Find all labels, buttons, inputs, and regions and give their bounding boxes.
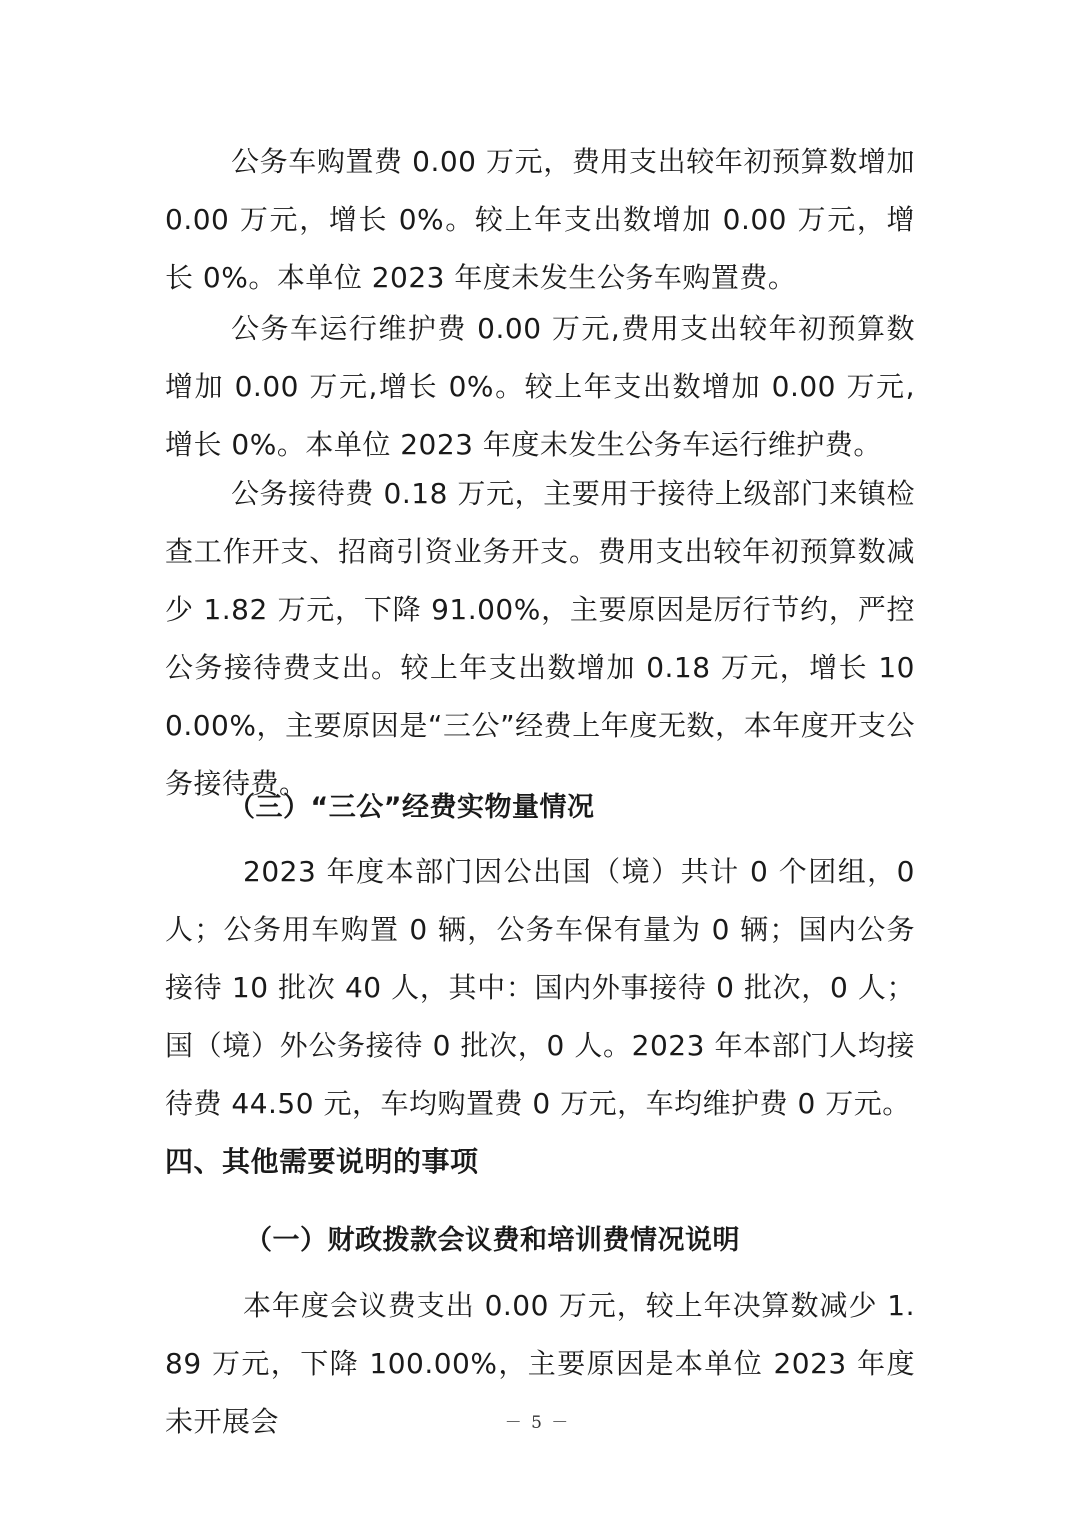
- paragraph-car-purchase-fee: 公务车购置费 0.00 万元，费用支出较年初预算数增加 0.00 万元，增长 0%。较上年支出数增加 0.00 万元，增长 0%。本单位 2023 年度未发生公务车购置费。: [165, 145, 915, 294]
- paragraph-physical-quantity: 2023 年度本部门因公出国（境）共计 0 个团组，0 人；公务用车购置 0 辆，公务车保有量为 0 辆；国内公务接待 10 批次 40 人，其中：国内外事接待 0 批次，0 人；国（境）外公务接待 0 批次，0 人。2023 年本部门人均接待费 44.50 元，车均购置费 0 万元，车均维护费 0 万元。: [165, 855, 915, 1120]
- section-four-sub-heading: （一）财政拨款会议费和培训费情况说明: [245, 1225, 740, 1256]
- page-number: － 5 －: [504, 1413, 571, 1433]
- section-four-heading: 四、其他需要说明的事项: [165, 1145, 479, 1178]
- paragraph-meeting-fee: 本年度会议费支出 0.00 万元，较上年决算数减少 1.89 万元，下降 100.00%，主要原因是本单位 2023 年度未开展会: [165, 1289, 915, 1438]
- paragraph-car-maintenance-fee: 公务车运行维护费 0.00 万元,费用支出较年初预算数增加 0.00 万元,增长 0%。较上年支出数增加 0.00 万元,增长 0%。本单位 2023 年度未发生公务车运行维护费。: [165, 312, 915, 461]
- paragraph-reception-fee: 公务接待费 0.18 万元，主要用于接待上级部门来镇检查工作开支、招商引资业务开支。费用支出较年初预算数减少 1.82 万元，下降 91.00%，主要原因是厉行节约，严控公务接待费支出。较上年支出数增加 0.18 万元，增长 100.00%，主要原因是“三公”经费上年度无数，本年度开支公务接待费。: [165, 477, 915, 800]
- section-three-heading: （三）“三公”经费实物量情况: [228, 792, 595, 823]
